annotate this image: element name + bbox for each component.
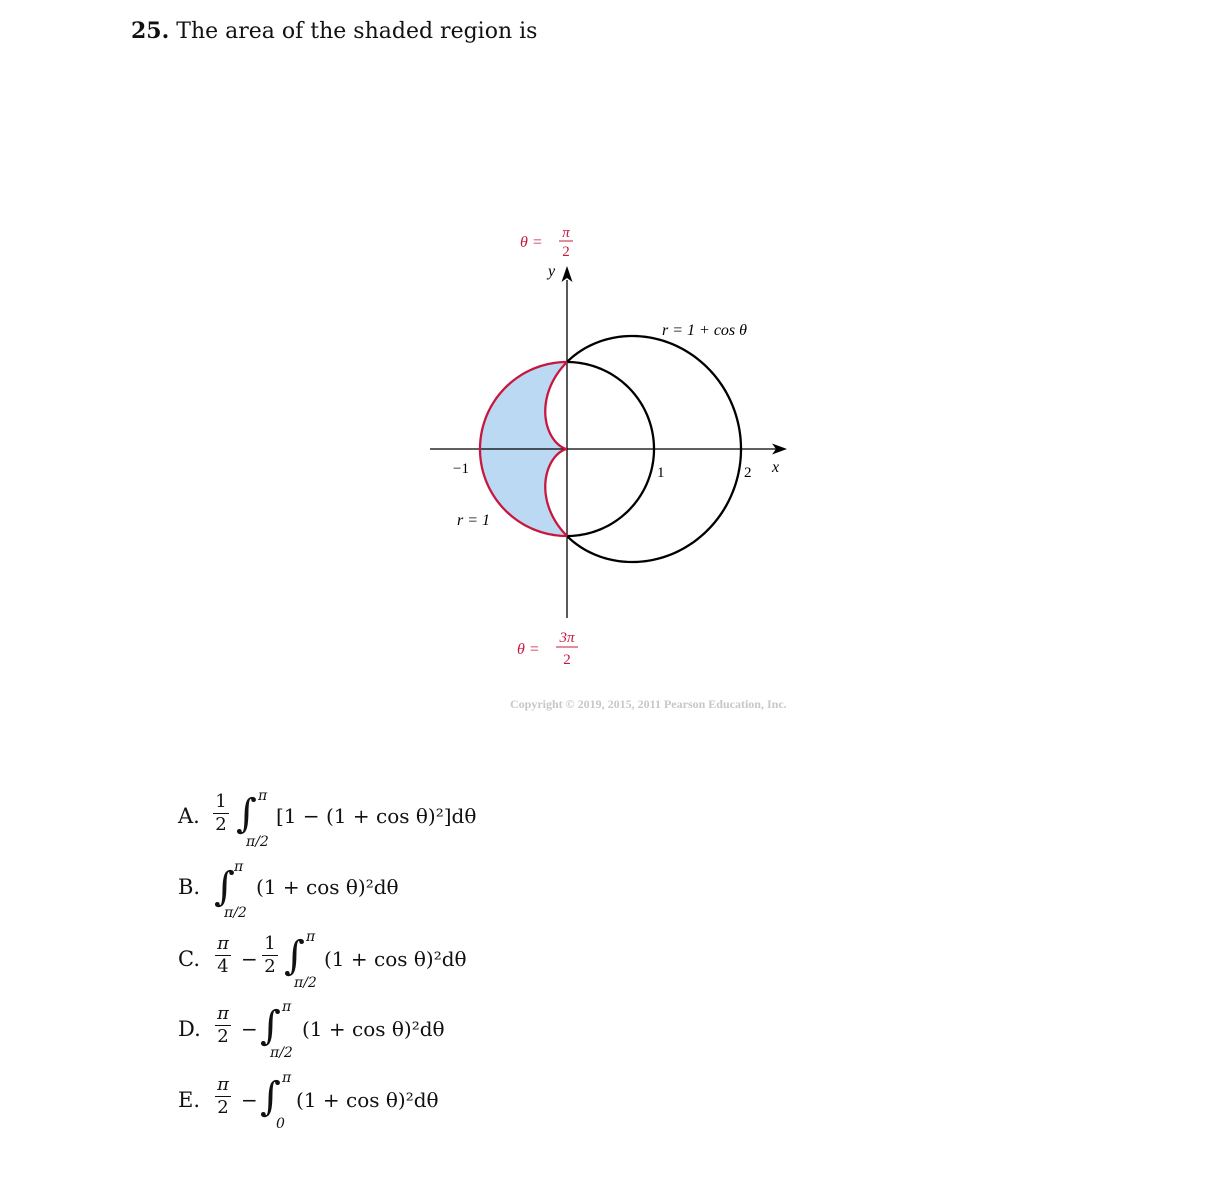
choice-a-lower-limit: π/2 bbox=[246, 834, 269, 850]
circle-label: r = 1 bbox=[457, 512, 491, 529]
choice-b-lower-limit: π/2 bbox=[224, 905, 247, 921]
choice-e-minus: − bbox=[241, 1088, 258, 1112]
theta-pi-over-2-num: π bbox=[562, 225, 570, 241]
question-text: The area of the shaded region is bbox=[176, 19, 538, 44]
theta-3pi-over-2-den: 2 bbox=[563, 652, 571, 668]
choice-e-term1 bbox=[215, 1075, 231, 1118]
choice-e-lower-limit: 0 bbox=[276, 1116, 285, 1132]
choice-c-integral-sign: ∫ bbox=[284, 933, 305, 979]
choice-c-minus: − bbox=[241, 947, 258, 971]
choice-e-integral-sign: ∫ bbox=[260, 1074, 281, 1120]
choice-d-integrand: (1 + cos θ)²dθ bbox=[302, 1017, 445, 1041]
choice-d-letter: D. bbox=[178, 1017, 201, 1041]
choice-e-upper-limit: π bbox=[282, 1070, 292, 1086]
choice-e-term1-den: 2 bbox=[217, 1097, 229, 1118]
choice-d[interactable] bbox=[178, 996, 458, 1061]
tick-2-label: 2 bbox=[744, 465, 752, 481]
choice-c-coef-num: 1 bbox=[264, 933, 276, 954]
choice-d-term1 bbox=[215, 1004, 231, 1047]
theta-3pi-over-2-num: 3π bbox=[559, 630, 575, 646]
choice-d-minus: − bbox=[241, 1017, 258, 1041]
choice-a-coef-den: 2 bbox=[215, 814, 227, 835]
theta-3pi-over-2-lhs: θ = bbox=[517, 641, 540, 658]
y-axis-label: y bbox=[548, 263, 556, 280]
choice-c-letter: C. bbox=[178, 947, 200, 971]
tick-neg1-label: −1 bbox=[453, 461, 469, 477]
choice-b-integral-sign: ∫ bbox=[214, 864, 235, 910]
choice-a-letter: A. bbox=[178, 804, 200, 828]
y-axis-arrow bbox=[562, 266, 573, 282]
choice-d-lower-limit: π/2 bbox=[270, 1045, 293, 1061]
choice-a[interactable] bbox=[178, 782, 478, 850]
question-number: 25. bbox=[131, 18, 170, 44]
choice-e-letter: E. bbox=[178, 1088, 201, 1112]
choice-d-term1-den: 2 bbox=[217, 1026, 229, 1047]
tick-1-label: 1 bbox=[657, 465, 665, 481]
choice-d-integral-sign: ∫ bbox=[260, 1003, 281, 1049]
choice-e[interactable] bbox=[178, 1067, 448, 1132]
choice-c[interactable] bbox=[178, 926, 478, 991]
choice-a-upper-limit: π bbox=[258, 788, 268, 804]
choice-b-upper-limit: π bbox=[234, 859, 244, 875]
choice-a-coef-num: 1 bbox=[215, 791, 227, 812]
choice-e-term1-num: π bbox=[217, 1074, 229, 1095]
choice-c-upper-limit: π bbox=[306, 929, 316, 945]
choice-c-coef-den: 2 bbox=[264, 956, 276, 977]
cardioid-label: r = 1 + cos θ bbox=[662, 322, 748, 339]
theta-pi-over-2-lhs: θ = bbox=[520, 234, 543, 251]
choice-b[interactable] bbox=[178, 855, 438, 921]
copyright-notice: Copyright © 2019, 2015, 2011 Pearson Education, Inc. bbox=[510, 697, 787, 711]
choice-b-integrand: (1 + cos θ)²dθ bbox=[256, 875, 399, 899]
theta-pi-over-2-den: 2 bbox=[562, 244, 570, 260]
choice-d-term1-num: π bbox=[217, 1003, 229, 1024]
choice-c-coefficient bbox=[262, 934, 278, 977]
choice-c-integrand: (1 + cos θ)²dθ bbox=[324, 947, 467, 971]
choice-c-lower-limit: π/2 bbox=[294, 975, 317, 991]
choice-e-integrand: (1 + cos θ)²dθ bbox=[296, 1088, 439, 1112]
choice-c-term1-den: 4 bbox=[217, 956, 229, 977]
choice-c-term1-num: π bbox=[217, 933, 229, 954]
choice-b-letter: B. bbox=[178, 875, 201, 899]
choice-d-upper-limit: π bbox=[282, 999, 292, 1015]
choice-a-integral-sign: ∫ bbox=[236, 791, 257, 837]
choice-a-integrand: [1 − (1 + cos θ)²]dθ bbox=[276, 804, 477, 828]
x-axis-label: x bbox=[772, 459, 780, 476]
choice-a-coefficient bbox=[213, 792, 229, 835]
choice-c-term1 bbox=[215, 934, 231, 977]
